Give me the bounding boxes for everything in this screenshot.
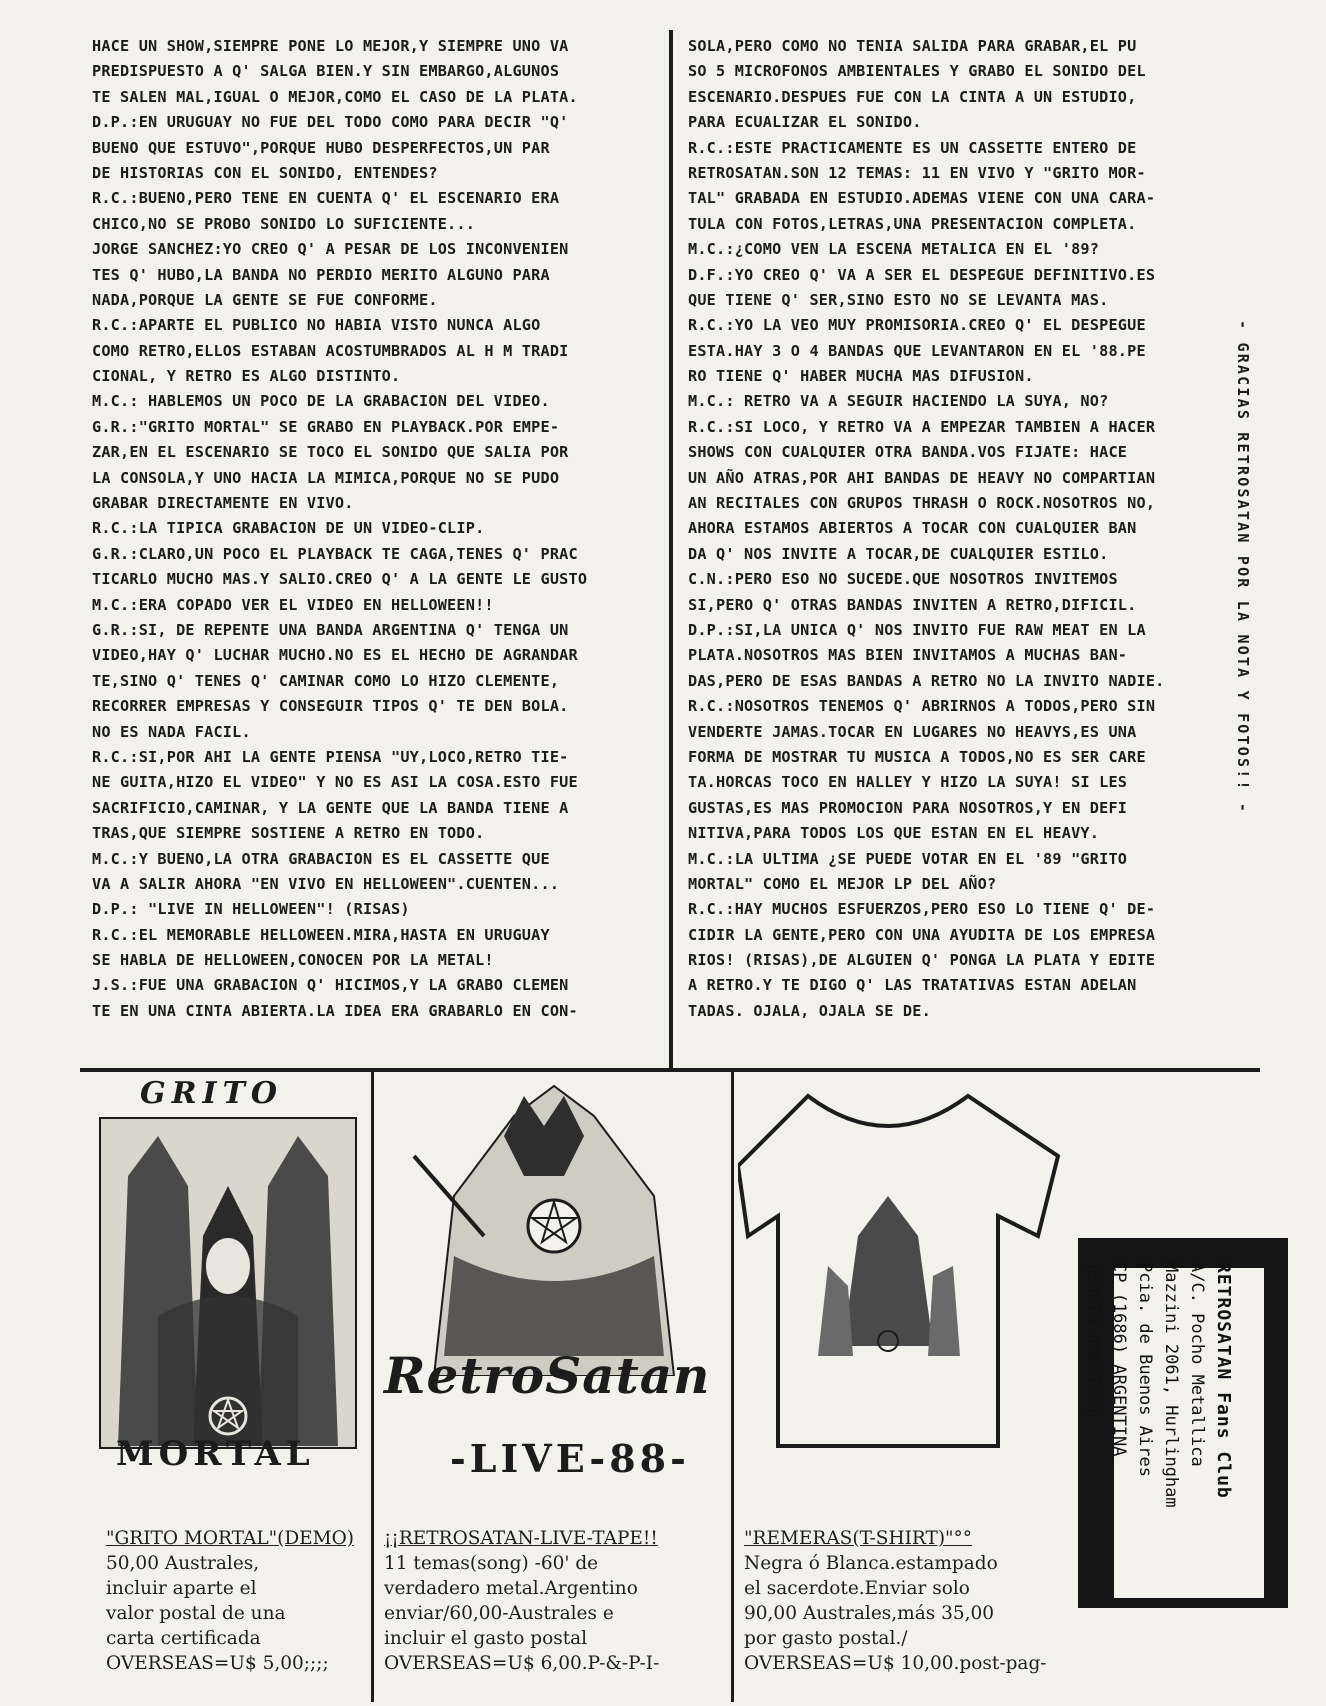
interview-line: D.P.:EN URUGUAY NO FUE DEL TODO COMO PARA DECIR "Q' <box>92 113 569 132</box>
interview-line: M.C.: RETRO VA A SEGUIR HACIENDO LA SUYA, NO? <box>688 392 1109 411</box>
interview-line: RO TIENE Q' HABER MUCHA MAS DIFUSION. <box>688 367 1034 386</box>
interview-line: DA Q' NOS INVITE A TOCAR,DE CUALQUIER ESTILO. <box>688 544 1109 563</box>
interview-line: VENDERTE JAMAS.TOCAR EN LUGARES NO HEAVYS,ES UNA <box>688 722 1137 741</box>
interview-line: RETROSATAN.SON 12 TEMAS: 11 EN VIVO Y "GRITO MOR- <box>688 163 1146 182</box>
shirt-title: "REMERAS(T-SHIRT)"°° <box>744 1528 973 1549</box>
interview-line: NITIVA,PARA TODOS LOS QUE ESTAN EN EL HEAVY. <box>688 824 1100 843</box>
interview-line: D.F.:YO CREO Q' VA A SER EL DESPEGUE DEFINITIVO.ES <box>688 265 1156 284</box>
interview-line: D.P.: "LIVE IN HELLOWEEN"! (RISAS) <box>92 900 410 919</box>
interview-line: HACE UN SHOW,SIEMPRE PONE LO MEJOR,Y SIEMPRE UNO VA <box>92 37 569 55</box>
interview-line: A RETRO.Y TE DIGO Q' LAS TRATATIVAS ESTAN ADELAN <box>688 976 1137 995</box>
interview-line: BUENO QUE ESTUVO",PORQUE HUBO DESPERFECTOS,UN PAR <box>92 138 550 157</box>
interview-line: UN AÑO ATRAS,POR AHI BANDAS DE HEAVY NO COMPARTIAN <box>688 468 1156 487</box>
shirt-line: el sacerdote.Enviar solo <box>744 1578 970 1599</box>
demo-logo-top: GRITO <box>140 1076 284 1111</box>
interview-line: R.C.:LA TIPICA GRABACION DE UN VIDEO-CLIP. <box>92 519 485 538</box>
interview-line: PREDISPUESTO A Q' SALGA BIEN.Y SIN EMBARGO,ALGUNOS <box>92 62 560 81</box>
tape-line: OVERSEAS=U$ 6,00.P-&-P-I- <box>384 1653 660 1674</box>
fan-club-line: Mazzini 2061, Hurlingham <box>1161 1262 1181 1508</box>
interview-line: CIDIR LA GENTE,PERO CON UNA AYUDITA DE LOS EMPRESA <box>688 925 1156 944</box>
interview-line: LA CONSOLA,Y UNO HACIA LA MIMICA,PORQUE NO SE PUDO <box>92 468 560 487</box>
interview-line: NADA,PORQUE LA GENTE SE FUE CONFORME. <box>92 290 438 309</box>
interview-line: TES Q' HUBO,LA BANDA NO PERDIO MERITO ALGUNO PARA <box>92 265 550 284</box>
tape-caption <box>384 1526 659 1676</box>
interview-line: TRAS,QUE SIEMPRE SOSTIENE A RETRO EN TODO. <box>92 824 485 843</box>
tshirt-icon <box>738 1086 1078 1456</box>
interview-line: M.C.:ERA COPADO VER EL VIDEO EN HELLOWEEN!! <box>92 595 494 614</box>
interview-line: D.P.:SI,LA UNICA Q' NOS INVITO FUE RAW MEAT EN LA <box>688 620 1146 639</box>
interview-line: CHICO,NO SE PROBO SONIDO LO SUFICIENTE... <box>92 214 476 233</box>
interview-left-column <box>92 34 662 1024</box>
interview-line: J.S.:FUE UNA GRABACION Q' HICIMOS,Y LA GRABO CLEMEN <box>92 976 569 995</box>
demo-line: 50,00 Australes, <box>106 1553 260 1574</box>
interview-line: COMO RETRO,ELLOS ESTABAN ACOSTUMBRADOS AL H M TRADI <box>92 341 569 360</box>
shirt-caption <box>744 1526 1047 1676</box>
interview-line: TICARLO MUCHO MAS.Y SALIO.CREO Q' A LA GENTE LE GUSTO <box>92 570 588 589</box>
interview-line: R.C.:NOSOTROS TENEMOS Q' ABRIRNOS A TODOS,PERO SIN <box>688 697 1156 716</box>
interview-line: SE HABLA DE HELLOWEEN,CONOCEN POR LA METAL! <box>92 951 494 970</box>
interview-line: FORMA DE MOSTRAR TU MUSICA A TODOS,NO ES SER CARE <box>688 747 1146 766</box>
demo-line: valor postal de una <box>106 1603 286 1624</box>
interview-line: VIDEO,HAY Q' LUCHAR MUCHO.NO ES EL HECHO DE AGRANDAR <box>92 646 578 665</box>
tape-panel <box>374 1076 730 1696</box>
interview-line: NO ES NADA FACIL. <box>92 722 251 741</box>
interview-line: R.C.:SI LOCO, Y RETRO VA A EMPEZAR TAMBIEN A HACER <box>688 417 1156 436</box>
interview-line: ESCENARIO.DESPUES FUE CON LA CINTA A UN ESTUDIO, <box>688 87 1137 106</box>
interview-line: R.C.:YO LA VEO MUY PROMISORIA.CREO Q' EL DESPEGUE <box>688 316 1146 335</box>
interview-line: TE EN UNA CINTA ABIERTA.LA IDEA ERA GRABARLO EN CON- <box>92 1001 578 1020</box>
fan-club-line: (SOUTH AMERICA) <box>1083 1262 1103 1416</box>
interview-line: R.C.:APARTE EL PUBLICO NO HABIA VISTO NUNCA ALGO <box>92 316 541 335</box>
interview-line: SI,PERO Q' OTRAS BANDAS INVITEN A RETRO,DIFICIL. <box>688 595 1137 614</box>
interview-line: RECORRER EMPRESAS Y CONSEGUIR TIPOS Q' TE DEN BOLA. <box>92 697 569 716</box>
fan-club-line: Pcia. de Buenos Aires <box>1135 1262 1155 1477</box>
demo-line: carta certificada <box>106 1628 261 1649</box>
side-thanks-note: - GRACIAS RETROSATAN POR LA NOTA Y FOTOS!! - <box>1234 320 1252 815</box>
shirt-line: 90,00 Australes,más 35,00 <box>744 1603 995 1624</box>
interview-line: DE HISTORIAS CON EL SONIDO, ENTENDES? <box>92 163 438 182</box>
tape-title: ¡¡RETROSATAN-LIVE-TAPE!! <box>384 1528 658 1549</box>
interview-line: R.C.:HAY MUCHOS ESFUERZOS,PERO ESO LO TIENE Q' DE- <box>688 900 1156 919</box>
shirt-panel <box>734 1076 1074 1696</box>
interview-line: CIONAL, Y RETRO ES ALGO DISTINTO. <box>92 367 401 386</box>
interview-line: RIOS! (RISAS),DE ALGUIEN Q' PONGA LA PLATA Y EDITE <box>688 951 1156 970</box>
interview-line: TADAS. OJALA, OJALA SE DE. <box>688 1001 931 1020</box>
demo-panel <box>80 1076 370 1696</box>
interview-line: PLATA.NOSOTROS MAS BIEN INVITAMOS A MUCHAS BAN- <box>688 646 1128 665</box>
interview-line: ZAR,EN EL ESCENARIO SE TOCO EL SONIDO QUE SALIA POR <box>92 443 569 462</box>
tape-line: verdadero metal.Argentino <box>384 1578 638 1599</box>
interview-line: TA.HORCAS TOCO EN HALLEY Y HIZO LA SUYA! SI LES <box>688 773 1128 792</box>
demo-logo-bottom: MORTAL <box>116 1434 315 1474</box>
interview-line: M.C.:LA ULTIMA ¿SE PUEDE VOTAR EN EL '89 "GRITO <box>688 849 1128 868</box>
interview-line: JORGE SANCHEZ:YO CREO Q' A PESAR DE LOS INCONVENIEN <box>92 240 569 259</box>
fan-club-address <box>1080 1262 1236 1508</box>
interview-line: GUSTAS,ES MAS PROMOCION PARA NOSOTROS,Y EN DEFI <box>688 798 1128 817</box>
interview-line: TAL" GRABADA EN ESTUDIO.ADEMAS VIENE CON UNA CARA- <box>688 189 1156 208</box>
fan-club-title: RETROSATAN Fans Club <box>1213 1262 1234 1499</box>
interview-line: AHORA ESTAMOS ABIERTOS A TOCAR CON CUALQUIER BAN <box>688 519 1137 538</box>
interview-line: R.C.:EL MEMORABLE HELLOWEEN.MIRA,HASTA EN URUGUAY <box>92 925 550 944</box>
fan-club-line: A/C. Pocho Metallica <box>1187 1262 1207 1467</box>
demo-title: "GRITO MORTAL"(DEMO) <box>106 1528 354 1549</box>
shirt-line: por gasto postal./ <box>744 1628 908 1649</box>
interview-line: TULA CON FOTOS,LETRAS,UNA PRESENTACION COMPLETA. <box>688 214 1137 233</box>
interview-line: G.R.:SI, DE REPENTE UNA BANDA ARGENTINA Q' TENGA UN <box>92 620 569 639</box>
fan-club-line: CP (1686) ARGENTINA <box>1109 1262 1129 1457</box>
interview-line: ESTA.HAY 3 O 4 BANDAS QUE LEVANTARON EN EL '88.PE <box>688 341 1146 360</box>
tape-cover-art <box>394 1076 714 1376</box>
demo-cover-art <box>98 1116 358 1456</box>
interview-line: NE GUITA,HIZO EL VIDEO" Y NO ES ASI LA COSA.ESTO FUE <box>92 773 578 792</box>
interview-line: M.C.: HABLEMOS UN POCO DE LA GRABACION DEL VIDEO. <box>92 392 550 411</box>
interview-line: R.C.:BUENO,PERO TENE EN CUENTA Q' EL ESCENARIO ERA <box>92 189 560 208</box>
shirt-line: Negra ó Blanca.estampado <box>744 1553 998 1574</box>
interview-line: SHOWS CON CUALQUIER OTRA BANDA.VOS FIJATE: HACE <box>688 443 1128 462</box>
interview-line: TE,SINO Q' TENES Q' CAMINAR COMO LO HIZO CLEMENTE, <box>92 671 560 690</box>
shirt-line: OVERSEAS=U$ 10,00.post-pag- <box>744 1653 1047 1674</box>
interview-line: VA A SALIR AHORA "EN VIVO EN HELLOWEEN".CUENTEN... <box>92 874 560 893</box>
interview-line: R.C.:SI,POR AHI LA GENTE PIENSA "UY,LOCO,RETRO TIE- <box>92 747 569 766</box>
interview-line: SOLA,PERO COMO NO TENIA SALIDA PARA GRABAR,EL PU <box>688 37 1137 55</box>
demo-caption <box>106 1526 354 1676</box>
interview-line: SACRIFICIO,CAMINAR, Y LA GENTE QUE LA BANDA TIENE A <box>92 798 569 817</box>
interview-line: AN RECITALES CON GRUPOS THRASH O ROCK.NOSOTROS NO, <box>688 494 1156 513</box>
tape-sub: -LIVE-88- <box>450 1436 690 1481</box>
interview-line: SO 5 MICROFONOS AMBIENTALES Y GRABO EL SONIDO DEL <box>688 62 1146 81</box>
interview-line: M.C.:Y BUENO,LA OTRA GRABACION ES EL CASSETTE QUE <box>92 849 550 868</box>
interview-line: TE SALEN MAL,IGUAL O MEJOR,COMO EL CASO DE LA PLATA. <box>92 87 578 106</box>
interview-line: G.R.:"GRITO MORTAL" SE GRABO EN PLAYBACK.POR EMPE- <box>92 417 560 436</box>
interview-line: MORTAL" COMO EL MEJOR LP DEL AÑO? <box>688 874 997 893</box>
section-divider <box>80 1068 1260 1072</box>
interview-line: QUE TIENE Q' SER,SINO ESTO NO SE LEVANTA MAS. <box>688 290 1109 309</box>
tape-line: incluir el gasto postal <box>384 1628 588 1649</box>
tape-line: enviar/60,00-Australes e <box>384 1603 614 1624</box>
interview-right-column <box>688 34 1263 1024</box>
tape-logo: RetroSatan <box>384 1346 711 1405</box>
interview-line: PARA ECUALIZAR EL SONIDO. <box>688 113 922 132</box>
interview-line: G.R.:CLARO,UN POCO EL PLAYBACK TE CAGA,TENES Q' PRAC <box>92 544 578 563</box>
demo-line: incluir aparte el <box>106 1578 257 1599</box>
interview-line: DAS,PERO DE ESAS BANDAS A RETRO NO LA INVITO NADIE. <box>688 671 1165 690</box>
interview-line: R.C.:ESTE PRACTICAMENTE ES UN CASSETTE ENTERO DE <box>688 138 1137 157</box>
interview-line: M.C.:¿COMO VEN LA ESCENA METALICA EN EL '89? <box>688 240 1100 259</box>
column-divider <box>669 30 673 1072</box>
tape-line: 11 temas(song) -60' de <box>384 1553 599 1574</box>
interview-line: C.N.:PERO ESO NO SUCEDE.QUE NOSOTROS INVITEMOS <box>688 570 1118 589</box>
interview-line: GRABAR DIRECTAMENTE EN VIVO. <box>92 494 354 513</box>
demo-line: OVERSEAS=U$ 5,00;;;; <box>106 1653 329 1674</box>
